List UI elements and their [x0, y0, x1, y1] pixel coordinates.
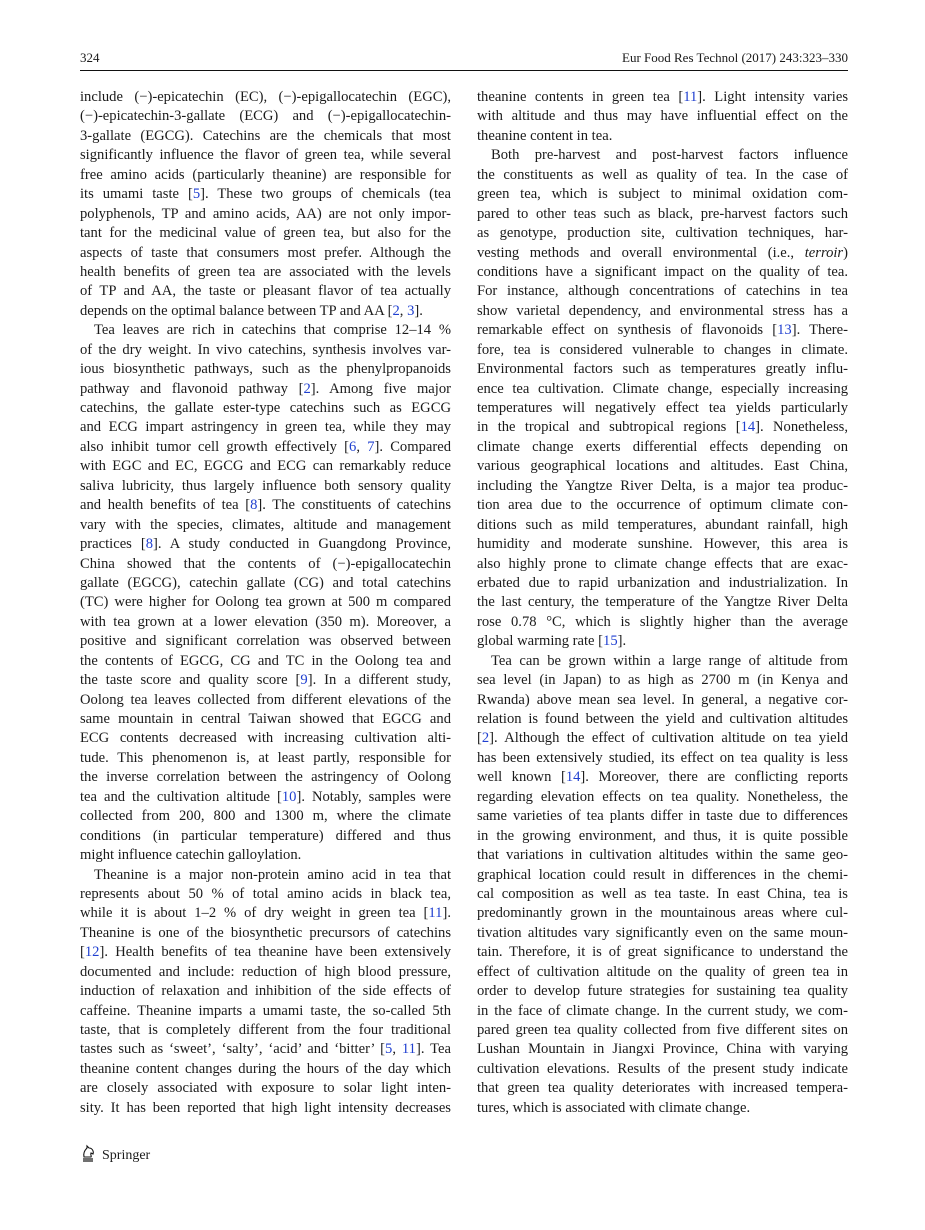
text-line: polyphenols, TP and amino acids, AA) are not only impor-	[80, 205, 451, 222]
text-line: effect of cultivation altitude on the quality of green tea in	[477, 963, 848, 980]
journal-citation: Eur Food Res Technol (2017) 243:323–330	[622, 50, 848, 65]
text-line: theanine contents in green tea [11]. Light intensity varies	[477, 89, 849, 105]
text-line: positive and significant correlation was observed between	[80, 633, 451, 650]
citation-link[interactable]: 2	[303, 380, 311, 397]
citation-link[interactable]: 7	[367, 438, 375, 455]
text-line: same mountain in central Taiwan showed that EGCG and	[80, 711, 451, 727]
text-line: cal composition as well as tea taste. In east China, tea is	[477, 885, 848, 902]
citation-link[interactable]: 5	[385, 1041, 393, 1058]
text-line: theanine content in tea.	[477, 127, 613, 144]
text-line: in the face of climate change. In the current study, we com-	[477, 1002, 848, 1019]
citation-link[interactable]: 2	[392, 302, 400, 319]
text-line: theanine content changes during the hours of the day which	[80, 1060, 451, 1077]
text-line: represents about 50 % of total amino acids in black tea,	[80, 885, 451, 902]
text-line: taste, that is completely different from the four traditional	[80, 1022, 451, 1038]
text-line: [2]. Although the effect of cultivation altitude on tea yield	[477, 730, 848, 747]
text-line: of the dry weight. In vivo catechins, synthesis involves var-	[80, 341, 451, 358]
right-column	[477, 88, 848, 1118]
text-line: global warming rate [15].	[477, 633, 627, 650]
page-number: 324	[80, 50, 100, 65]
text-line: the last century, the temperature of the Yangtze River Delta	[477, 594, 848, 611]
text-line: ious biosynthetic pathways, such as the phenylpropanoids	[80, 361, 451, 378]
publisher-name: Springer	[102, 1147, 151, 1163]
text-line: sea level (in Japan) to as high as 2700 m (in Kenya and	[477, 672, 848, 689]
text-line: its umami taste [5]. These two groups of chemicals (tea	[80, 186, 451, 203]
text-line: in the tropical and subtropical regions [14]. Nonetheless,	[477, 419, 848, 436]
text-line: vary with the species, climates, altitude and management	[80, 516, 451, 533]
text-line: as genotype, production site, cultivation techniques, har-	[477, 225, 848, 242]
text-line: and health benefits of tea [8]. The constituents of catechins	[80, 497, 451, 514]
citation-link[interactable]: 11	[428, 905, 443, 922]
text-line: free amino acids (particularly theanine) are responsible for	[80, 166, 451, 183]
text-line: vesting methods and overall environmental (i.e., terroir)	[477, 244, 848, 261]
citation-link[interactable]: 13	[777, 322, 792, 339]
text-line: aspects of taste that consumers most prefer. Although the	[80, 244, 451, 261]
paragraph	[80, 866, 451, 1119]
text-line: with altitude and thus may have influential effect on the	[477, 108, 848, 125]
text-line: and ECG impart astringency in green tea, while they may	[80, 419, 451, 436]
text-line: order to develop future strategies for sustaining tea quality	[477, 983, 848, 1000]
text-line: 3-gallate (EGCG). Catechins are the chemicals that most	[80, 127, 451, 144]
text-line: significantly influence the flavor of green tea, while several	[80, 147, 451, 164]
text-line: Theanine is one of the biosynthetic precursors of catechins	[80, 924, 451, 941]
text-line: documented and include: reduction of high blood pressure,	[80, 963, 451, 980]
text-line: ence tea cultivation. Climate change, especially increasing	[477, 380, 848, 397]
text-line: tant for the medicinal value of green tea, but also for the	[80, 225, 451, 242]
text-line: humidity and moderate sunshine. However, this area is	[477, 536, 848, 553]
text-line: tures, which is associated with climate change.	[477, 1099, 751, 1116]
text-line: (−)-epicatechin-3-gallate (ECG) and (−)-epigallocatechin-	[80, 108, 451, 125]
publisher-footer	[80, 1144, 150, 1167]
text-line: (TC) were higher for Oolong tea grown at 500 m compared	[80, 594, 451, 611]
text-line: tion area due to the occurrence of optimum climate con-	[477, 497, 848, 514]
text-line: with EGC and EC, EGCG and ECG can remarkably reduce	[80, 458, 451, 475]
springer-logo-icon	[80, 1144, 96, 1167]
text-line: Environmental factors such as temperatures greatly influ-	[477, 361, 848, 378]
header-rule	[80, 70, 848, 71]
text-line: Lushan Mountain in Jiangxi Province, China with varying	[477, 1041, 848, 1058]
text-line: the inverse correlation between the astringency of Oolong	[80, 769, 451, 786]
text-line: ECG contents decreased with increasing cultivation alti-	[80, 730, 451, 747]
paragraph	[477, 146, 848, 651]
text-line: catechins, the gallate ester-type catechins such as EGCG	[80, 400, 451, 416]
paragraph	[477, 88, 848, 146]
text-line: [12]. Health benefits of tea theanine have been extensively	[80, 944, 451, 961]
left-column	[80, 88, 451, 1118]
text-line: include (−)-epicatechin (EC), (−)-epigallocatechin (EGC),	[80, 89, 451, 105]
text-line: caffeine. Theanine imparts a umami taste, the so-called 5th	[80, 1002, 451, 1019]
text-line: climate change exerts differential effects depending on	[477, 438, 848, 455]
text-line: tastes such as ‘sweet’, ‘salty’, ‘acid’ and ‘bitter’ [5, 11]. Tea	[80, 1041, 451, 1058]
citation-link[interactable]: 8	[145, 536, 154, 553]
citation-link[interactable]: 6	[349, 438, 357, 455]
text-line: temperatures will negatively effect tea yields particularly	[477, 400, 848, 416]
citation-link[interactable]: 8	[250, 497, 258, 514]
text-line: has been extensively studied, its effect on tea quality is less	[477, 749, 848, 766]
text-line: Theanine is a major non-protein amino acid in tea that	[94, 866, 451, 883]
text-line: pared to other teas such as black, pre-harvest factors such	[477, 205, 848, 222]
text-line: the taste score and quality score [9]. In a different study,	[80, 672, 451, 689]
text-line: sity. It has been reported that high light intensity decreases	[80, 1099, 451, 1116]
text-line: while it is about 1–2 % of dry weight in green tea [11].	[80, 905, 451, 922]
text-line: collected from 200, 800 and 1300 m, where the climate	[80, 808, 451, 825]
citation-link[interactable]: 14	[740, 419, 756, 436]
text-line: depends on the optimal balance between TP and AA [2, 3].	[80, 302, 423, 319]
text-line: conditions have a significant impact on the quality of tea.	[477, 263, 848, 280]
text-line: saliva lubricity, thus largely influence both sensory quality	[80, 477, 451, 494]
paragraph	[477, 652, 848, 1119]
text-line: the constituents as well as quality of tea. In the case of	[477, 166, 848, 183]
text-line: Rwanda) above mean sea level. In general, a negative cor-	[477, 691, 848, 708]
citation-link[interactable]: 10	[281, 788, 297, 805]
text-line: tea and the cultivation altitude [10]. Notably, samples were	[80, 788, 451, 805]
citation-link[interactable]: 14	[565, 769, 581, 786]
text-line: tivation altitudes vary significantly even on the same moun-	[477, 924, 848, 941]
citation-link[interactable]: 11	[401, 1041, 416, 1058]
text-line: fore, tea is considered vulnerable to changes in climate.	[477, 341, 848, 358]
text-line: with tea grown at a lower elevation (350 m). Moreover, a	[80, 613, 451, 630]
text-line: tude. This phenomenon is, at least partly, responsible for	[80, 749, 451, 766]
text-line: pared green tea quality collected from five different sites on	[477, 1022, 848, 1038]
text-line: Oolong tea leaves collected from different elevations of the	[80, 691, 451, 708]
text-line: that variations in cultivation altitudes within the same geo-	[477, 847, 848, 864]
text-line: induction of relaxation and inhibition of the side effects of	[80, 983, 451, 1000]
text-line: Tea can be grown within a large range of altitude from	[491, 652, 848, 669]
text-line: of TP and AA, the taste or pleasant flavor of tea actually	[80, 283, 451, 300]
text-line: relation is found between the yield and cultivation altitudes	[477, 711, 848, 727]
text-line: various geographical locations and altitudes. East China,	[477, 458, 848, 475]
text-line: For instance, although concentrations of catechins in tea	[477, 283, 848, 300]
text-line: green tea, which is subject to minimal oxidation com-	[477, 186, 848, 203]
text-line: are closely associated with exposure to solar light inten-	[80, 1080, 451, 1097]
text-line: that green tea quality deteriorates with increased tempera-	[477, 1080, 848, 1097]
text-line: ditions such as mild temperatures, abundant rainfall, high	[477, 516, 848, 533]
text-line: practices [8]. A study conducted in Guangdong Province,	[80, 536, 451, 553]
running-header	[80, 50, 848, 70]
citation-link[interactable]: 15	[603, 633, 618, 650]
text-line: predominantly grown in the mountainous areas where cul-	[477, 905, 848, 922]
text-line: same varieties of tea plants differ in taste due to differences	[477, 808, 848, 825]
text-line: cultivation elevations. Results of the present study indicate	[477, 1060, 848, 1077]
text-line: remarkable effect on synthesis of flavonoids [13]. There-	[477, 322, 848, 339]
text-line: might influence catechin galloylation.	[80, 847, 302, 864]
text-line: tain. Therefore, it is of great significance to understand the	[477, 944, 848, 961]
italic-term: terroir	[804, 244, 844, 261]
text-line: including the Yangtze River Delta, is a major tea produc-	[477, 477, 848, 494]
text-line: graphical location could result in differences in the chemi-	[477, 866, 848, 883]
text-line: rose 0.78 °C, which is slightly higher than the average	[477, 613, 848, 630]
text-line: Tea leaves are rich in catechins that comprise 12–14 %	[94, 322, 451, 339]
paragraph	[80, 321, 451, 865]
citation-link[interactable]: 11	[683, 89, 698, 105]
text-line: pathway and flavonoid pathway [2]. Among five major	[80, 380, 451, 397]
citation-link[interactable]: 5	[192, 186, 201, 203]
citation-link[interactable]: 12	[84, 944, 100, 961]
citation-link[interactable]: 3	[407, 302, 415, 319]
text-line: also highly prone to climate change effects that are exac-	[477, 555, 848, 572]
citation-link[interactable]: 2	[481, 730, 490, 747]
text-line: gallate (EGCG), catechin gallate (CG) and total catechins	[80, 574, 451, 591]
text-line: well known [14]. Moreover, there are conflicting reports	[477, 769, 848, 786]
text-line: in the growing environment, and thus, it is quite possible	[477, 827, 848, 844]
paragraph	[80, 88, 451, 321]
citation-link[interactable]: 9	[300, 672, 308, 689]
text-line: China showed that the contents of (−)-epigallocatechin	[80, 555, 451, 572]
text-line: conditions (in particular temperature) differed and thus	[80, 827, 451, 844]
text-line: Both pre-harvest and post-harvest factors influence	[491, 147, 848, 164]
text-line: regarding elevation effects on tea quality. Nonetheless, the	[477, 788, 848, 805]
text-line: show varietal dependency, and environmental stress has a	[477, 302, 848, 319]
text-line: the contents of EGCG, CG and TC in the Oolong tea and	[80, 652, 451, 669]
text-line: erbated due to rapid urbanization and industrialization. In	[477, 574, 848, 591]
text-line: also inhibit tumor cell growth effectively [6, 7]. Compared	[80, 438, 451, 455]
text-line: health benefits of green tea are associated with the levels	[80, 263, 451, 280]
